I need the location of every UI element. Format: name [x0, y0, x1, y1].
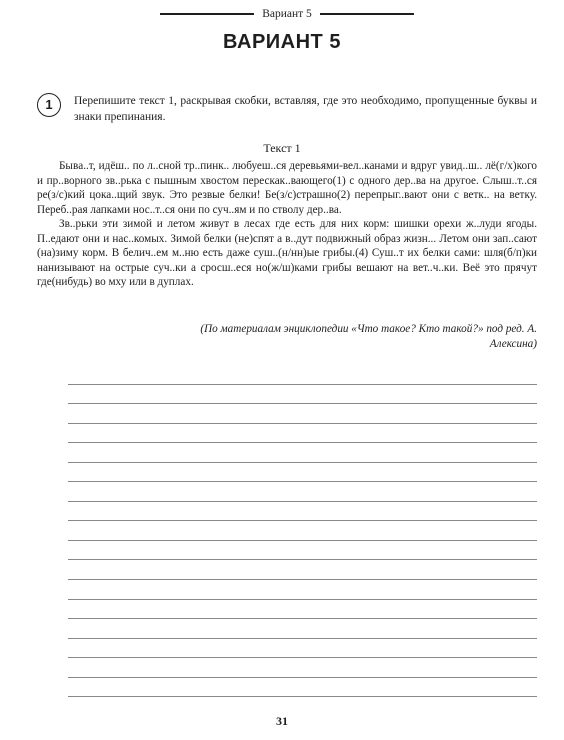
answer-line[interactable] [68, 521, 537, 541]
task-1 [37, 93, 537, 125]
running-head [160, 8, 414, 20]
answer-line[interactable] [68, 580, 537, 600]
answer-line[interactable] [68, 385, 537, 405]
answer-line[interactable] [68, 463, 537, 483]
page-number: 31 [276, 714, 288, 728]
answer-line[interactable] [68, 619, 537, 639]
answer-line[interactable] [68, 482, 537, 502]
answer-line[interactable] [68, 502, 537, 522]
answer-line[interactable] [68, 639, 537, 659]
answer-line[interactable] [68, 560, 537, 580]
answer-line[interactable] [68, 404, 537, 424]
running-head-rule-right [320, 13, 414, 15]
running-head-label: Вариант 5 [262, 8, 312, 20]
passage-paragraph-1: Бывa..т, идёш.. по л..сной тр..пинк.. любуеш..ся деревьями-вел..канами и вдруг увид..ш.. лё(г/х)кого и пр..ворного зв..рька с пышным хвостом перескак..вающего(1) с одного дер..ва на другое. Слыш..т..ся ре(з/с)кий цока..щий звук. Это резвые белки! Бе(з/с)страшно(2) перепрыг..вают они с ветк.. на ветку. Переб..рая лапками нос..т..ся они по суч..ям и по стволу дер..ва. [37, 160, 537, 216]
text-passage [37, 159, 537, 290]
text-title: Текст 1 [263, 141, 301, 155]
answer-line[interactable] [68, 541, 537, 561]
passage-paragraph-2: Зв..рьки эти зимой и летом живут в лесах где есть для них корм: шишки орехи ж..луди ягоды. П..едают они и нас..комых. Зимой белки (не)спят а в..дут подвижный образ жизн... Летом они зап..сают (на)зиму корм. В белич..ем м..ню есть даже суш..(н/нн)ые грибы.(4) Суш..т их белки сами: шля(б/п)ки нанизывают на острые суч..ки а сросш..еся но(ж/ш)ками грибы вешают на вет..ч..ки. Веё это прячут где(нибудь) во мху или в дуплах. [37, 218, 537, 288]
answer-line[interactable] [68, 678, 537, 698]
answer-line[interactable] [68, 600, 537, 620]
answer-line[interactable] [68, 658, 537, 678]
variant-title: ВАРИАНТ 5 [223, 31, 341, 53]
source-attribution: (По материалам энциклопедии «Что такое? Кто такой?» под ред. А. Алексина) [200, 323, 537, 350]
answer-line[interactable] [68, 443, 537, 463]
running-head-rule-left [160, 13, 254, 15]
answer-lines[interactable] [68, 365, 537, 697]
task-instruction: Перепишите текст 1, раскрывая скобки, вставляя, где это необходимо, пропущенные буквы и знаки препинания. [74, 95, 537, 123]
task-number-badge: 1 [37, 93, 61, 117]
answer-line[interactable] [68, 424, 537, 444]
answer-line[interactable] [68, 365, 537, 385]
